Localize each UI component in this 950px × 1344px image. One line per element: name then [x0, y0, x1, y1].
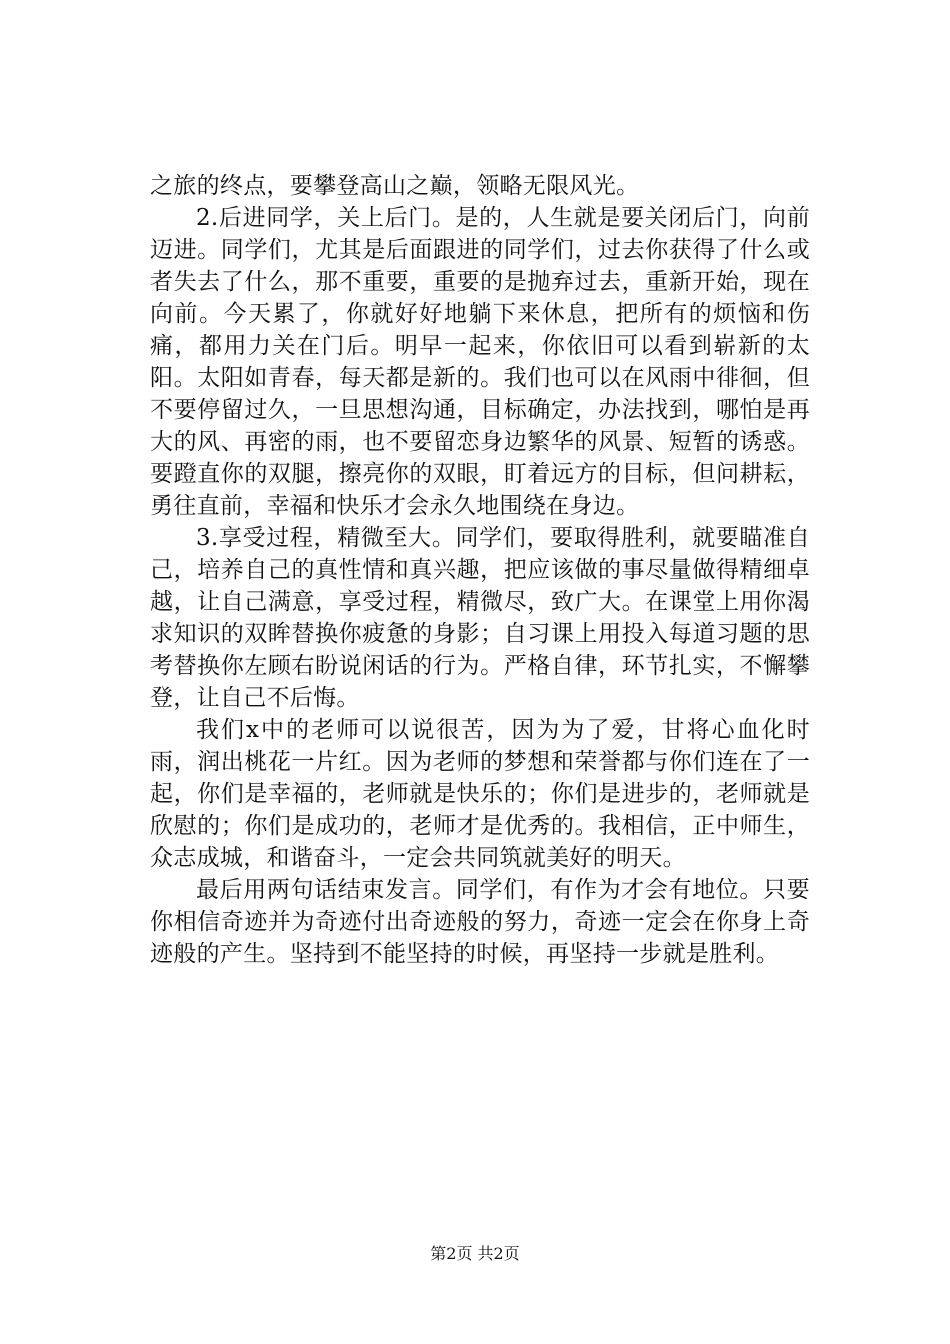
- paragraph-continuation: 之旅的终点，要攀登高山之巅，领略无限风光。: [150, 173, 640, 199]
- paragraph-point-2: 2.后进同学，关上后门。是的，人生就是要关闭后门，向前迈进。同学们，尤其是后面跟进的同学们，过去你获得了什么或者失去了什么，那不重要，重要的是抛弃过去，重新开始，现在向前。今天累了，你就好好地躺下来休息，把所有的烦恼和伤痛，都用力关在门后。明早一起来，你依旧可以看到崭新的太阳。太阳如青春，每天都是新的。我们也可以在风雨中徘徊，但不要停留过久，一旦思想沟通，目标确定，办法找到，哪怕是再大的风、再密的雨，也不要留恋身边繁华的风景、短暂的诱惑。要蹬直你的双腿，擦亮你的双眼，盯着远方的目标，但问耕耘，勇往直前，幸福和快乐才会永久地围绕在身边。: [150, 205, 810, 519]
- paragraph-closing: 最后用两句话结束发言。同学们，有作为才会有地位。只要你相信奇迹并为奇迹付出奇迹般的努力，奇迹一定会在你身上奇迹般的产生。坚持到不能坚持的时候，再坚持一步就是胜利。: [150, 877, 810, 967]
- paragraph-teachers: 我们x中的老师可以说很苦，因为为了爱，甘将心血化时雨，润出桃花一片红。因为老师的梦想和荣誉都与你们连在了一起，你们是幸福的，老师就是快乐的；你们是进步的，老师就是欣慰的；你们是成功的，老师才是优秀的。我相信，正中师生，众志成城，和谐奋斗，一定会共同筑就美好的明天。: [150, 717, 810, 871]
- document-body: [150, 170, 810, 970]
- page-number-footer: 第2页 共2页: [430, 1244, 520, 1263]
- paragraph-point-3: 3.享受过程，精微至大。同学们，要取得胜利，就要瞄准自己，培养自己的真性情和真兴趣，把应该做的事尽量做得精细卓越，让自己满意，享受过程，精微尽，致广大。在课堂上用你渴求知识的双眸替换你疲惫的身影；自习课上用投入每道习题的思考替换你左顾右盼说闲话的行为。严格自律，环节扎实，不懈攀登，让自己不后悔。: [150, 525, 810, 711]
